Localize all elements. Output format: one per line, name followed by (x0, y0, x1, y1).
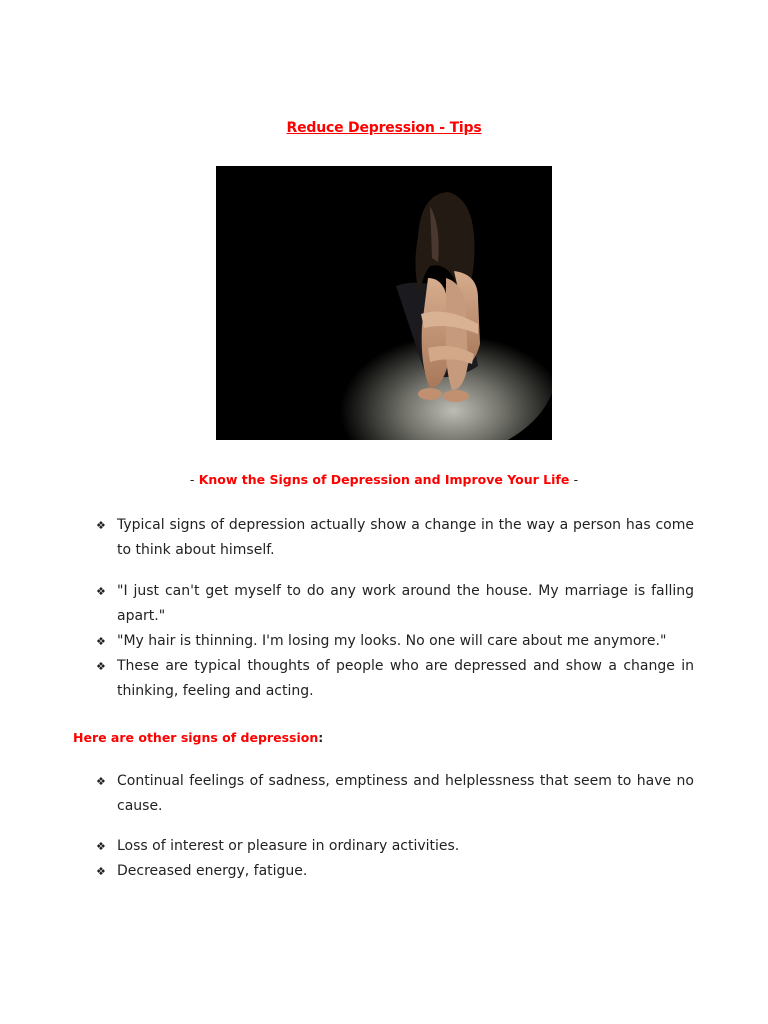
other-signs-list (96, 769, 694, 884)
list-item (96, 579, 694, 629)
diamond-bullet-icon: ❖ (96, 519, 106, 532)
subtitle-suffix: - (573, 472, 579, 487)
list-item (96, 629, 694, 654)
diamond-bullet-icon: ❖ (96, 775, 106, 788)
list-item-text: "My hair is thinning. I'm losing my looks. No one will care about me anymore." (117, 633, 667, 649)
list-item (96, 654, 694, 704)
subtitle-text: Know the Signs of Depression and Improve Your Life (198, 472, 570, 487)
section-heading (73, 730, 323, 745)
section-heading-colon: : (318, 730, 324, 745)
photo-illustration (216, 166, 552, 440)
list-item-text: Loss of interest or pleasure in ordinary activities. (117, 838, 460, 854)
diamond-bullet-icon: ❖ (96, 840, 106, 853)
list-item-text: Decreased energy, fatigue. (117, 863, 308, 879)
list-item-text: "I just can't get myself to do any work around the house. My marriage is falling apart." (117, 583, 694, 624)
list-item-text: Continual feelings of sadness, emptiness and helplessness that seem to have no cause. (117, 773, 694, 814)
diamond-bullet-icon: ❖ (96, 660, 106, 673)
subtitle-prefix: - (189, 472, 195, 487)
section-subtitle (0, 472, 768, 487)
diamond-bullet-icon: ❖ (96, 585, 106, 598)
list-item (96, 513, 694, 563)
list-item (96, 834, 694, 859)
list-item-text: Typical signs of depression actually show a change in the way a person has come to think about himself. (117, 517, 694, 558)
list-item (96, 769, 694, 819)
page-title: Reduce Depression - Tips (286, 120, 482, 136)
diamond-bullet-icon: ❖ (96, 635, 106, 648)
diamond-bullet-icon: ❖ (96, 865, 106, 878)
list-item-text: These are typical thoughts of people who are depressed and show a change in thinking, feeling and acting. (117, 658, 694, 699)
depressed-woman-photo (216, 166, 552, 440)
list-item (96, 859, 694, 884)
depression-signs-list (96, 513, 694, 704)
section-heading-text: Here are other signs of depression (73, 730, 319, 745)
